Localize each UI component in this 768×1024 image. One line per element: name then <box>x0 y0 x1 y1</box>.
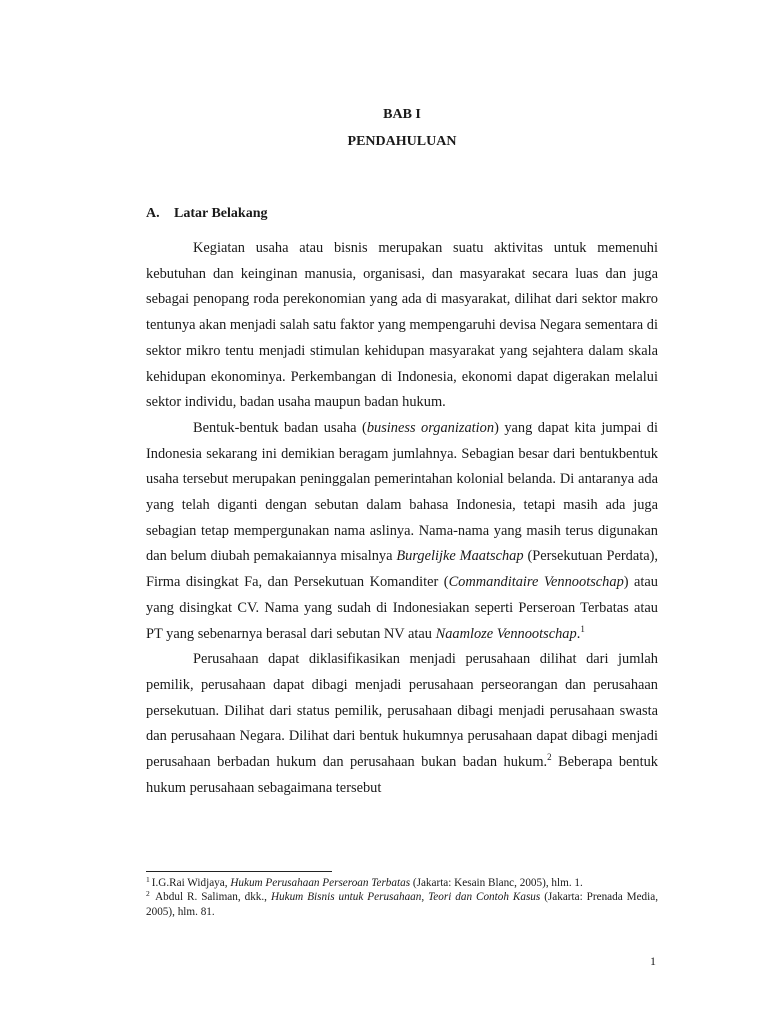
paragraph-text: Beberapa bentuk hukum perusahaan sebagaimana tersebut <box>146 754 659 796</box>
footnote-ref: 1 <box>580 623 585 634</box>
paragraph-text: Perusahaan dapat diklasifikasikan menjadi perusahaan dilihat dari jumlah pemilik, perusahaan dapat dibagi menjadi perusahaan perseorangan dan perusahaan persekutuan. Dilihat dari status pemilik, perusahaan dibagi menjadi perusahaan swasta dan perusahaan Negara. Dilihat dari bentuk hukumnya perusahaan dapat dibagi menjadi perusahaan berbadan hukum dan perusahaan bukan badan hukum. <box>146 651 658 771</box>
italic-text: business organization <box>366 419 495 436</box>
chapter-number: BAB I <box>383 107 421 122</box>
body-text <box>146 236 658 801</box>
paragraph-text: . <box>576 625 581 642</box>
italic-text: Commanditaire Vennootschap <box>448 574 624 591</box>
footnote-text: (Jakarta: Prenada Media, 2005), hlm. 81. <box>146 891 659 918</box>
footnote-separator <box>146 871 332 872</box>
paragraph-text: ) yang dapat kita jumpai di Indonesia sekarang ini demikian beragam jumlahnya. Sebagian besar dari bentukbentuk usaha tersebut merupakan peninggalan pemerintahan kolonial belanda. Di antaranya ada yang telah diganti dengan sebutan dalam bahasa Indonesia, tetapi masih ada juga sebagian tetap mempergunakan nama aslinya. Nama-nama yang masih terus digunakan dan belum diubah pemakaiannya misalnya <box>146 419 658 565</box>
italic-text: Naamloze Vennootschap <box>435 625 577 642</box>
italic-text: Hukum Perusahaan Perseroan Terbatas <box>230 877 411 889</box>
paragraph-text: Bentuk-bentuk badan usaha ( <box>193 419 367 436</box>
footnote <box>146 876 658 890</box>
paragraph <box>146 416 658 647</box>
paragraph-text: (Persekutuan Perdata), Firma disingkat Fa, dan Persekutuan Komanditer ( <box>146 548 658 591</box>
italic-text: Hukum Bisnis untuk Perusahaan, Teori dan Contoh Kasus <box>270 891 541 904</box>
section-title: Latar Belakang <box>174 206 268 221</box>
footnote-text: Abdul R. Saliman, dkk., <box>151 891 271 904</box>
footnote-ref: 2 <box>146 889 150 899</box>
footnote <box>146 890 658 919</box>
footnote-text: (Jakarta: Kesain Blanc, 2005), hlm. 1. <box>410 877 583 889</box>
paragraph <box>146 647 658 801</box>
footnote-text: I.G.Rai Widjaya, <box>151 877 231 889</box>
paragraph-text: Kegiatan usaha atau bisnis merupakan suatu aktivitas untuk memenuhi kebutuhan dan keinginan manusia, organisasi, dan masyarakat secara luas dan juga sebagai penopang roda perekonomian yang ada di masyarakat, dilihat dari sektor makro tentunya akan menjadi salah satu faktor yang mempengaruhi devisa Negara sementara di sektor mikro tentu menjadi stimulan kehidupan masyarakat yang sejahtera dalam skala kehidupan ekonominya. Perkembangan di Indonesia, ekonomi dapat digerakan melalui sektor individu, badan usaha maupun badan hukum. <box>146 240 658 411</box>
italic-text: Burgelijke Maatschap <box>396 548 524 565</box>
paragraph <box>146 236 658 416</box>
page-number: 1 <box>650 954 656 968</box>
footnote-ref: 2 <box>547 752 552 763</box>
footnote-ref: 1 <box>146 875 150 884</box>
section-letter: A. <box>146 206 160 221</box>
paragraph-text: ) atau yang disingkat CV. Nama yang sudah di Indonesiakan seperti Perseroan Terbatas atau PT yang sebenarnya berasal dari sebutan NV atau <box>146 574 659 642</box>
section-heading <box>146 206 267 222</box>
chapter-title: PENDAHULUAN <box>347 134 457 149</box>
footnotes <box>146 876 658 919</box>
